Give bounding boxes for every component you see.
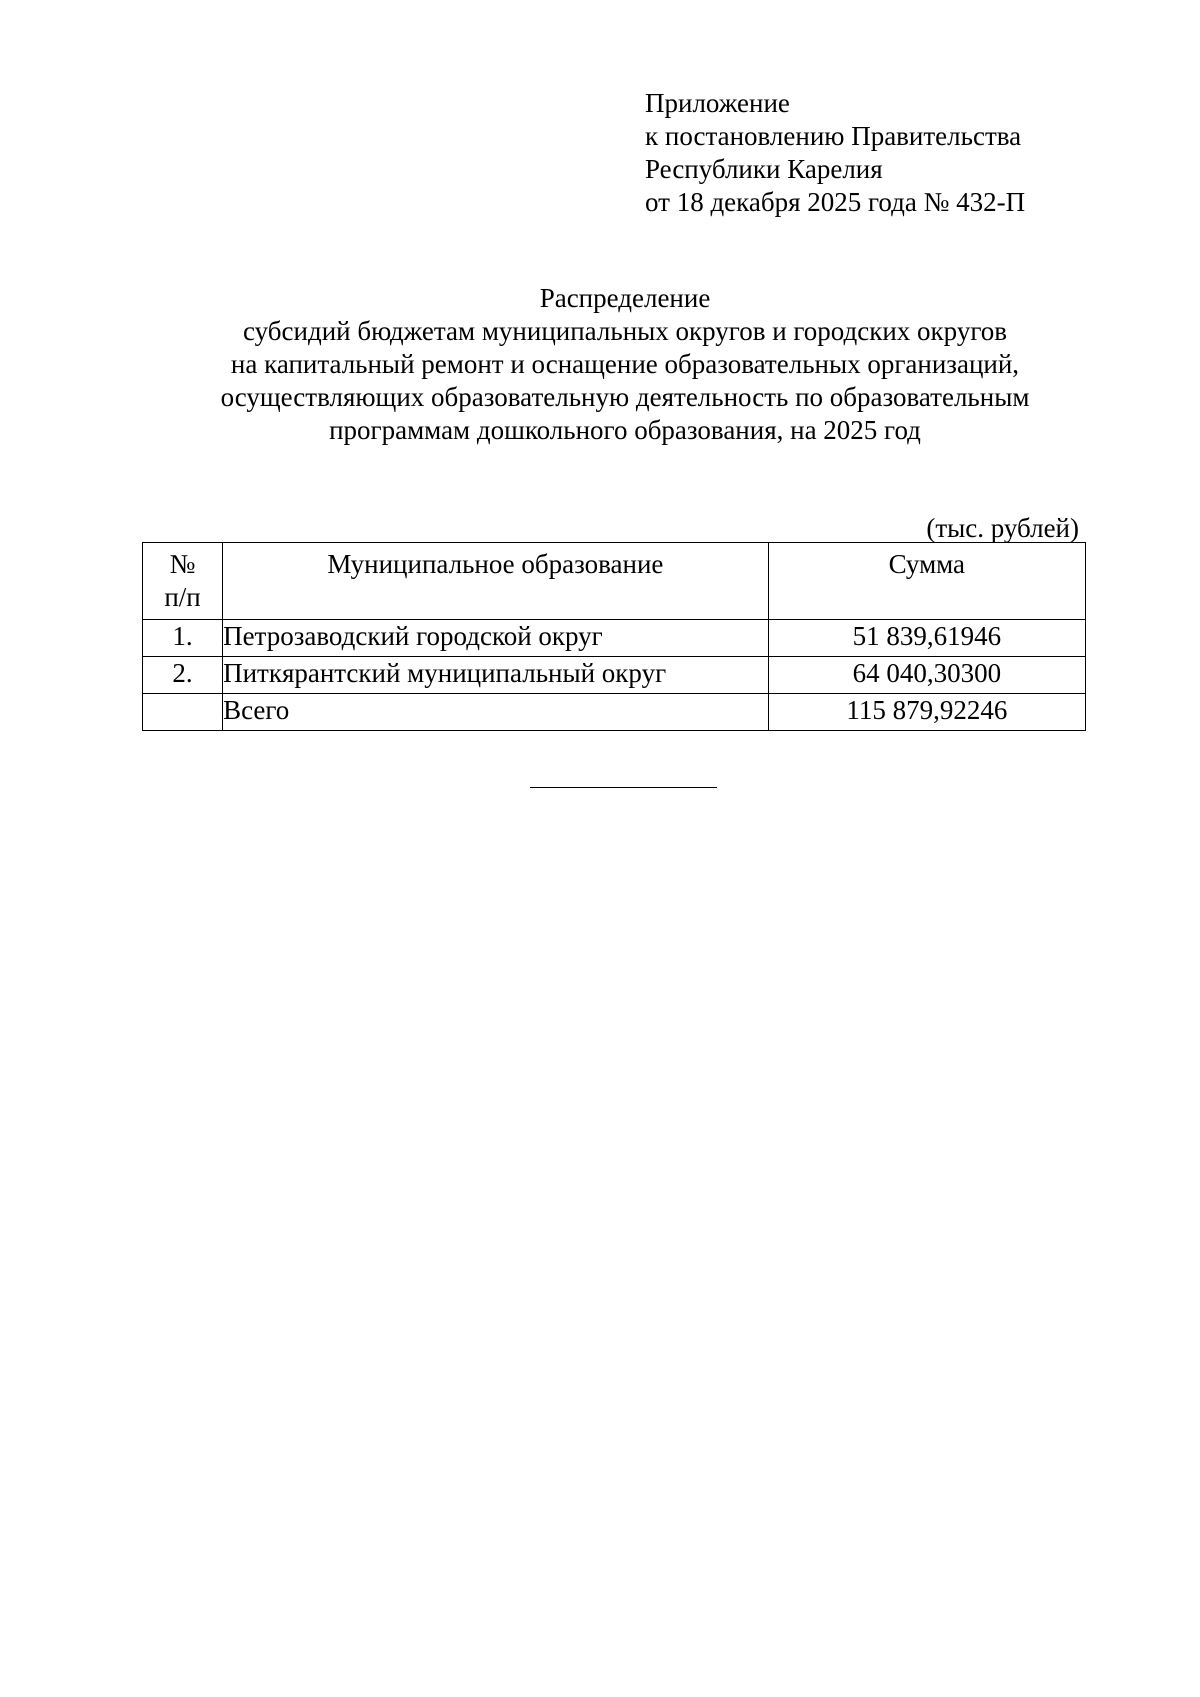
- header-municipality: Муниципальное образование: [223, 543, 769, 620]
- appendix-line-1: Приложение: [645, 88, 790, 118]
- total-row: [143, 694, 1086, 731]
- header-number: [143, 543, 223, 620]
- appendix-line-2: к постановлению Правительства: [645, 121, 1022, 151]
- title-line-5: программам дошкольного образования, на 2025 год: [329, 415, 921, 445]
- units-note: (тыс. рублей): [926, 513, 1079, 543]
- row-number: 1.: [143, 620, 223, 657]
- row-sum: 51 839,61946: [768, 620, 1085, 657]
- document-title: [130, 282, 1120, 447]
- header-number-symbol: №: [169, 549, 196, 579]
- table-row: [143, 657, 1086, 694]
- appendix-line-3: Республики Карелия: [645, 154, 883, 184]
- header-number-abbr: п/п: [164, 582, 201, 612]
- row-number: 2.: [143, 657, 223, 694]
- header-sum: Сумма: [768, 543, 1085, 620]
- title-line-4: осуществляющих образовательную деятельность по образовательным: [220, 382, 1030, 412]
- row-municipality: Питкярантский муниципальный округ: [223, 657, 769, 694]
- appendix-line-4: от 18 декабря 2025 года № 432-П: [645, 187, 1026, 217]
- table-row: [143, 620, 1086, 657]
- title-line-3: на капитальный ремонт и оснащение образовательных организаций,: [230, 349, 1020, 379]
- title-line-1: Распределение: [539, 283, 711, 313]
- title-line-2: субсидий бюджетам муниципальных округов и городских округов: [243, 316, 1007, 346]
- end-divider: [530, 787, 717, 788]
- total-number: [143, 694, 223, 731]
- appendix-header: [645, 87, 1145, 219]
- total-sum: 115 879,92246: [768, 694, 1085, 731]
- row-municipality: Петрозаводский городской округ: [223, 620, 769, 657]
- table-header-row: [143, 543, 1086, 620]
- allocation-table: [142, 542, 1086, 731]
- total-label: Всего: [223, 694, 769, 731]
- row-sum: 64 040,30300: [768, 657, 1085, 694]
